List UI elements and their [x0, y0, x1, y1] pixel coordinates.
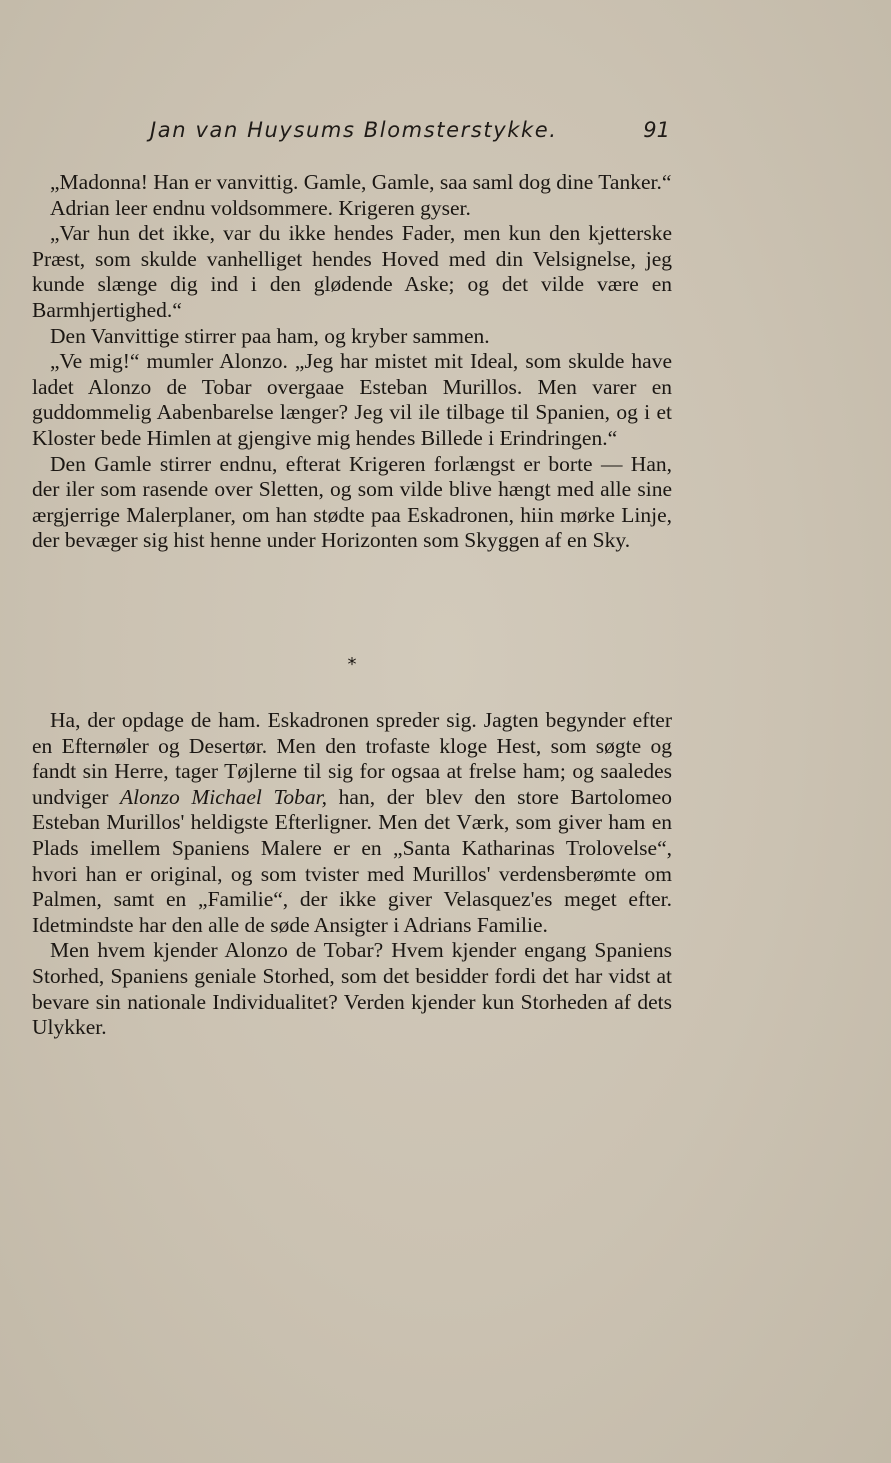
italic-name: Alonzo Michael Tobar, — [120, 784, 328, 809]
page-number: 91 — [643, 118, 670, 142]
paragraph: „Var hun det ikke, var du ikke hendes Fader, men kun den kjetterske Præst, som skulde vanhelliget hendes Hoved med din Velsignelse, jeg kunde slænge dig ind i den glødende Aske; og det vilde være en Barmhjertighed.“ — [32, 221, 672, 322]
paragraph: Den Vanvittige stirrer paa ham, og kryber sammen. — [50, 323, 490, 348]
running-header — [150, 118, 670, 148]
text-section-2 — [32, 708, 672, 1041]
paragraph: Den Gamle stirrer endnu, efterat Krigeren forlængst er borte — Han, der iler som rasende over Sletten, og som vilde blive hængt med alle sine ærgjerrige Malerplaner, om han stødte paa Eskadronen, hiin mørke Linje, der bevæger sig hist henne under Horizonten som Skyggen af en Sky. — [32, 451, 672, 553]
paragraph-text: Ha, der opdage de ham. Eskadronen spreder sig. Jagten begynder efter en Efternøler og Desertør. Men den trofaste kloge Hest, som søgte og fandt sin Herre, tager Tøjlerne til sig for ogsaa at frelse ham; og saaledes undviger — [32, 708, 672, 809]
paragraph — [32, 708, 672, 938]
paragraph-text: han, der blev den store Bartolomeo Esteban Murillos' heldigste Efterligner. Men det Værk, som giver ham en Plads imellem Spaniens Malere er en „Santa Katharinas Trolovelse“, hvori han er original, og som tvister med Murillos' verdensberømte om Palmen, samt en „Familie“, der ikke giver Velasquez'es meget efter. Idetmindste har den alle de søde Ansigter i Adrians Familie. — [32, 784, 672, 937]
running-title: Jan van Huysums Blomsterstykke. — [150, 118, 558, 142]
paragraph: Men hvem kjender Alonzo de Tobar? Hvem kjender engang Spaniens Storhed, Spaniens geniale Storhed, som det besidder fordi det har vidst at bevare sin nationale Individualitet? Verden kjender kun Storheden af dets Ulykker. — [32, 938, 672, 1040]
text-section-1 — [32, 170, 672, 554]
paragraph: „Ve mig!“ mumler Alonzo. „Jeg har mistet mit Ideal, som skulde have ladet Alonzo de Tobar overgaae Esteban Murillos. Men varer en guddommelig Aabenbarelse længer? Jeg vil ile tilbage til Spanien, og i et Kloster bede Himlen at gjengive mig hendes Billede i Erindringen.“ — [32, 349, 672, 450]
paragraph: Adrian leer endnu voldsommere. Krigeren gyser. — [50, 195, 471, 220]
section-separator: * — [347, 654, 357, 675]
paragraph: „Madonna! Han er vanvittig. Gamle, Gamle, saa saml dog dine Tanker.“ — [50, 170, 672, 194]
